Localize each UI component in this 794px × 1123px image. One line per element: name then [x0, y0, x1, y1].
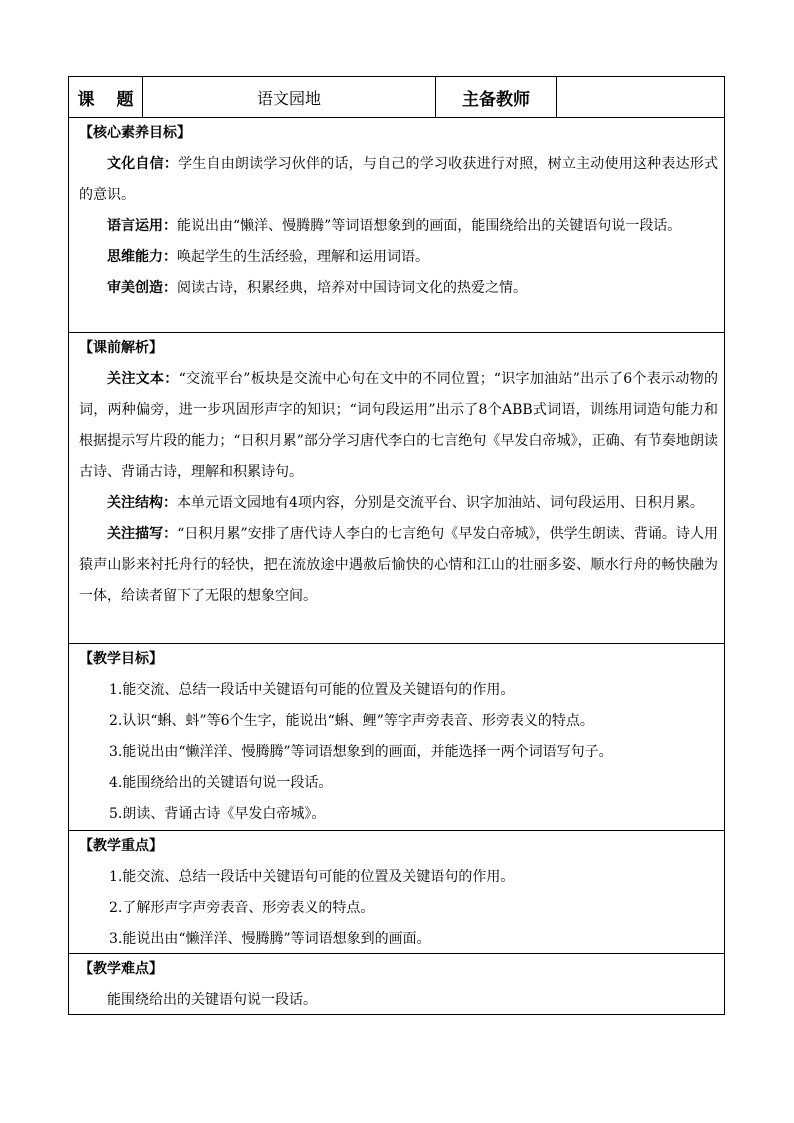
teacher-label: 主备教师 — [436, 77, 557, 117]
analysis-item-text — [79, 364, 718, 488]
item-label: 文化自信： — [107, 156, 179, 172]
list-item: 1.能交流、总结一段话中关键语句可能的位置及关键语句的作用。 — [109, 869, 515, 885]
topic-value: 语文园地 — [143, 77, 436, 117]
item-text: 阅读古诗，积累经典，培养对中国诗词文化的热爱之情。 — [177, 280, 527, 296]
header-row — [69, 77, 724, 118]
list-item: 5.朗读、背诵古诗《早发白帝城》。 — [109, 806, 326, 822]
item-text: 能说出由“懒洋、慢腾腾”等词语想象到的画面，能围绕给出的关键语句说一段话。 — [177, 218, 682, 234]
pre-lesson-analysis-section — [69, 333, 724, 644]
list-item: 2.了解形声字声旁表音、形旁表义的特点。 — [109, 900, 375, 916]
list-item: 1.能交流、总结一段话中关键语句可能的位置及关键语句的作用。 — [109, 682, 515, 698]
topic-label-char-1: 课 — [77, 89, 95, 110]
item-text: 本单元语文园地有4项内容，分别是交流平台、识字加油站、词句段运用、日积月累。 — [177, 495, 704, 511]
section-title: 【教学难点】 — [79, 961, 163, 977]
list-item: 3.能说出由“懒洋洋、慢腾腾”等词语想象到的画面。 — [109, 931, 431, 947]
core-item-culture — [79, 149, 718, 211]
section-title: 【核心素养目标】 — [79, 125, 191, 141]
teacher-value — [557, 77, 724, 117]
section-title: 【课前解析】 — [79, 340, 163, 356]
topic-label-char-2: 题 — [116, 89, 134, 110]
section-title: 【教学重点】 — [79, 838, 163, 854]
item-text: “日积月累”安排了唐代诗人李白的七言绝句《早发白帝城》，供学生朗读、背诵。诗人用猿声山影来衬托舟行的轻快，把在流放途中遇赦后愉快的心情和江山的壮丽多姿、顺水行舟的畅快融为一体，给读者留下了无限的想象空间。 — [79, 526, 719, 604]
topic-label — [69, 77, 143, 117]
core-literacy-section — [69, 118, 724, 333]
section-title: 【教学目标】 — [79, 651, 163, 667]
lesson-plan-table — [68, 76, 725, 1015]
teaching-goals-section — [69, 644, 724, 831]
item-label: 语言运用： — [107, 218, 177, 234]
list-item: 3.能说出由“懒洋洋、慢腾腾”等词语想象到的画面，并能选择一两个词语写句子。 — [109, 744, 613, 760]
teaching-difficulty-section — [69, 954, 724, 1014]
item-label: 关注描写： — [107, 526, 178, 542]
teaching-key-points-section — [69, 831, 724, 954]
item-text: 学生自由朗读学习伙伴的话，与自己的学习收获进行对照，树立主动使用这种表达形式的意识。 — [79, 156, 719, 203]
item-label: 关注文本： — [107, 371, 179, 387]
core-item-thinking — [79, 242, 718, 273]
item-label: 关注结构： — [107, 495, 177, 511]
list-item: 能围绕给出的关键语句说一段话。 — [107, 992, 317, 1008]
analysis-item-structure — [79, 488, 718, 519]
item-text: “交流平台”板块是交流中心句在文中的不同位置；“识字加油站”出示了6个表示动物的词，两种偏旁，进一步巩固形声字的知识；“词句段运用”出示了8个ABB式词语，训练用词造句能力和根据提示写片段的能力；“日积月累”部分学习唐代李白的七言绝句《早发白帝城》，正确、有节奏地朗读古诗、背诵古诗，理解和积累诗句。 — [79, 371, 719, 480]
list-item: 2.认识“蝌、蚪”等6个生字，能说出“蝌、鲤”等字声旁表音、形旁表义的特点。 — [109, 713, 594, 729]
analysis-item-description — [79, 519, 718, 612]
core-item-language — [79, 211, 718, 242]
item-label: 思维能力： — [107, 249, 177, 265]
item-text: 唤起学生的生活经验，理解和运用词语。 — [177, 249, 429, 265]
core-item-aesthetic — [79, 273, 718, 304]
list-item: 4.能围绕给出的关键语句说一段话。 — [109, 775, 333, 791]
item-label: 审美创造： — [107, 280, 177, 296]
